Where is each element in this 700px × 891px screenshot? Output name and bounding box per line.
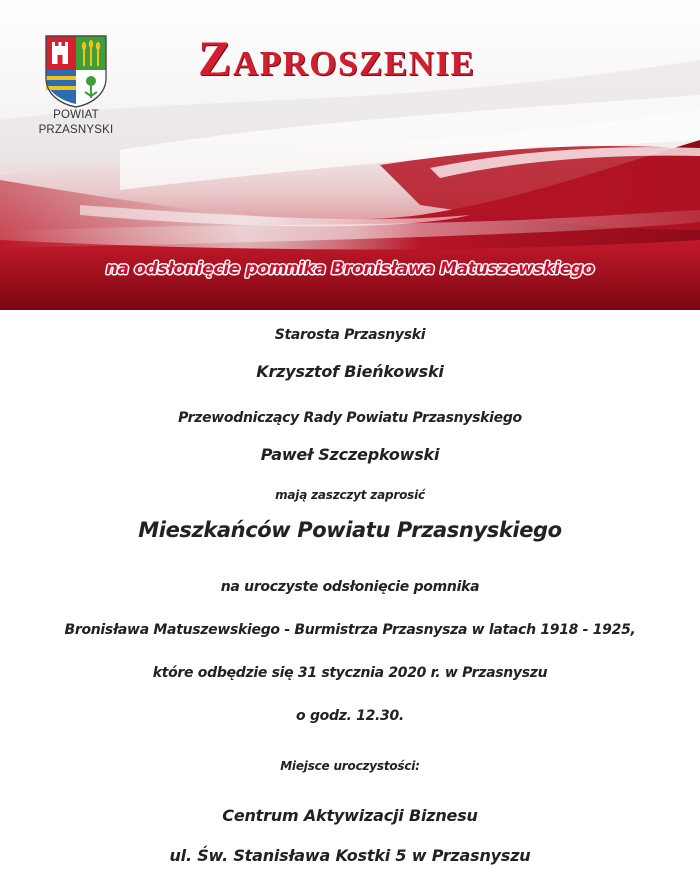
subtitle: na odsłonięcie pomnika Bronisława Matuszewskiego (105, 259, 595, 279)
venue-label: Miejsce uroczystości: (280, 759, 420, 773)
invitees: Mieszkańców Powiatu Przasnyskiego (138, 518, 562, 542)
page-title: Zaproszenie (198, 30, 476, 86)
logo-label-przasnyski: PRZASNYSKI (38, 124, 114, 136)
header-banner (0, 0, 700, 310)
host1-name: Krzysztof Bieńkowski (256, 362, 444, 381)
event-line-1: na uroczyste odsłonięcie pomnika (220, 579, 480, 595)
event-line-3: które odbędzie się 31 stycznia 2020 r. w Przasnyszu (152, 665, 548, 681)
host1-role: Starosta Przasnyski (274, 327, 426, 343)
host2-role: Przewodniczący Rady Powiatu Przasnyskiego (178, 410, 522, 426)
host2-name: Paweł Szczepkowski (260, 445, 440, 464)
venue-address: ul. Św. Stanisława Kostki 5 w Przasnyszu (169, 846, 531, 865)
logo-label-powiat: POWIAT (53, 109, 99, 121)
honor-line: mają zaszczyt zaprosić (275, 488, 425, 502)
event-time: o godz. 12.30. (296, 708, 404, 724)
event-line-2: Bronisława Matuszewskiego - Burmistrza Przasnysza w latach 1918 - 1925, (64, 622, 636, 638)
powiat-coat-of-arms-logo (44, 34, 108, 108)
venue-name: Centrum Aktywizacji Biznesu (222, 806, 478, 825)
